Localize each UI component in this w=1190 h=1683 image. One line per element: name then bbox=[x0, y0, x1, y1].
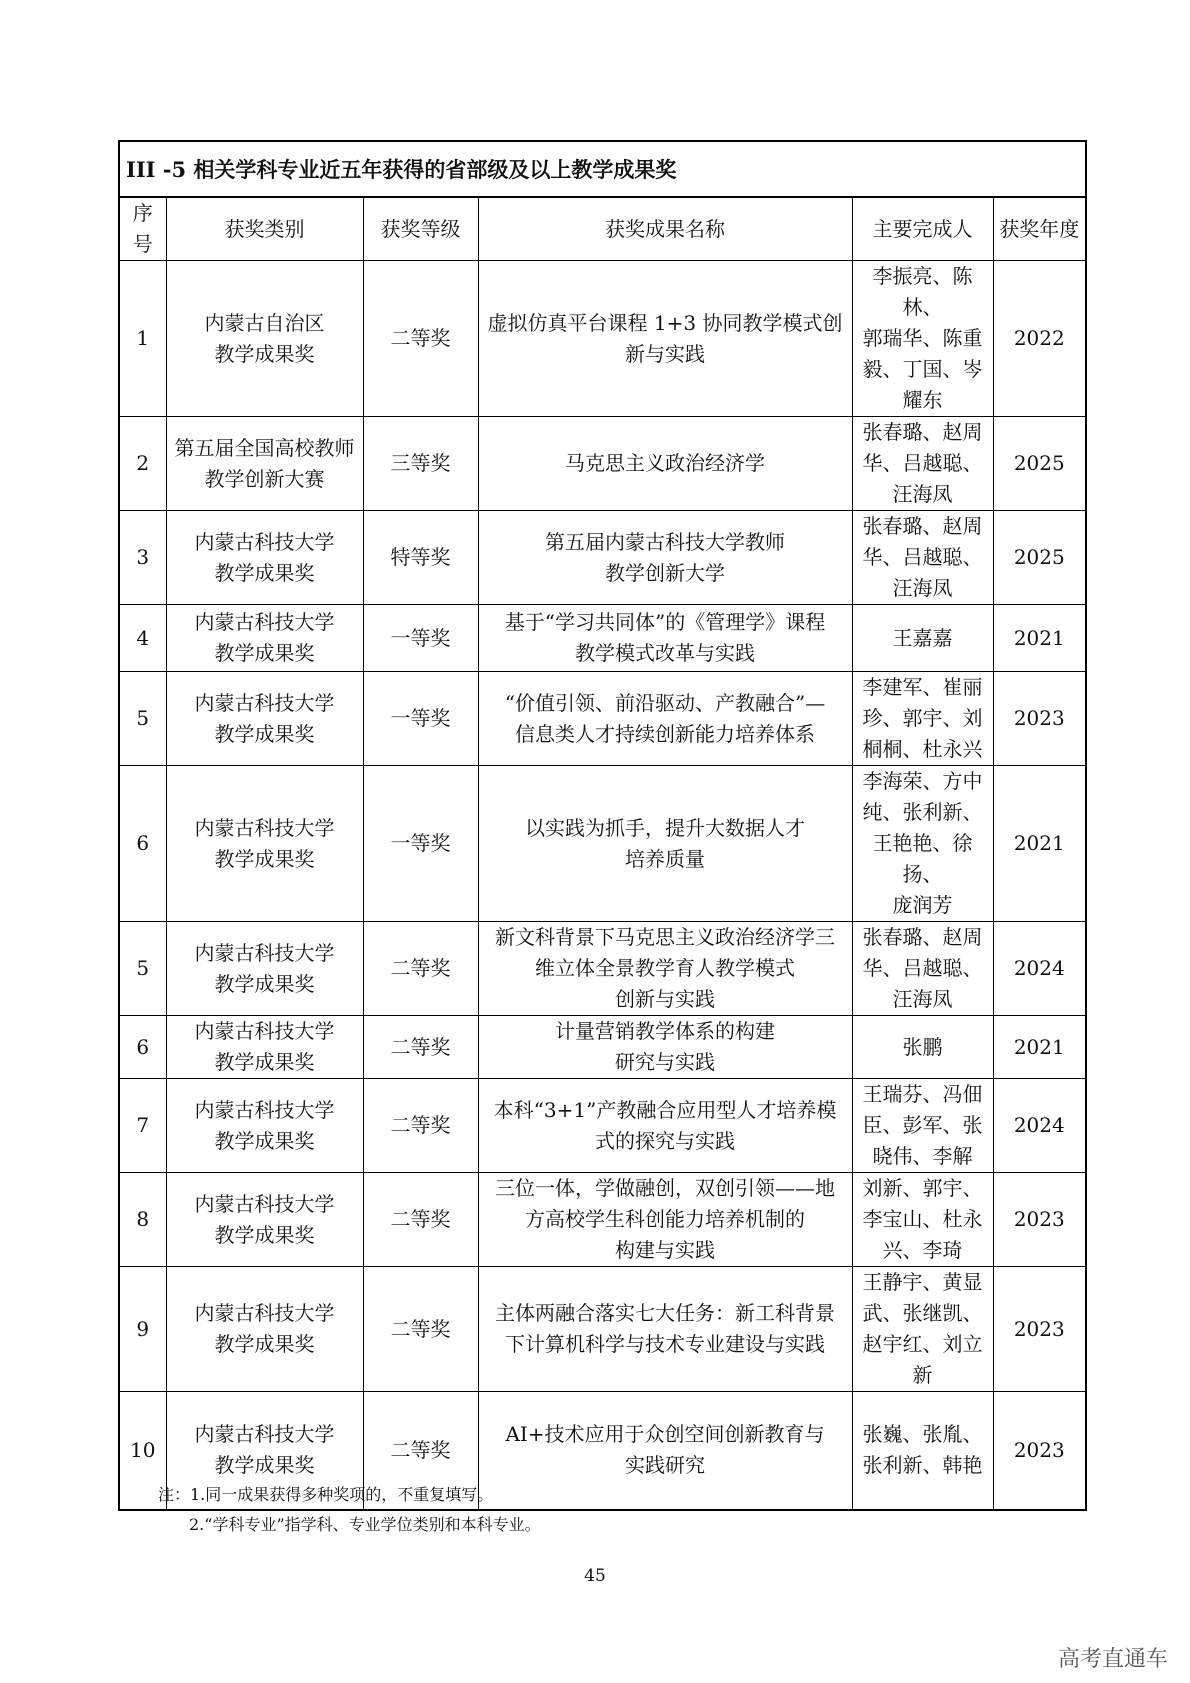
achievement-name-cell bbox=[478, 1079, 852, 1173]
achievement-name: AI+技术应用于众创空间创新教育与 实践研究 bbox=[505, 1422, 825, 1478]
main-contributors-cell bbox=[852, 417, 993, 511]
row-number: 10 bbox=[130, 1437, 156, 1462]
row-number-cell bbox=[119, 1079, 166, 1173]
achievement-name-cell bbox=[478, 672, 852, 766]
row-number: 8 bbox=[136, 1207, 150, 1231]
main-contributors: 李海荣、方中 纯、张利新、 王艳艳、徐扬、 庞润芳 bbox=[862, 769, 983, 917]
award-year: 2024 bbox=[1013, 1113, 1065, 1137]
award-category-cell bbox=[166, 605, 363, 672]
award-level-cell bbox=[363, 417, 478, 511]
achievement-name: 以实践为抓手，提升大数据人才 培养质量 bbox=[525, 815, 805, 871]
row-number: 1 bbox=[136, 326, 150, 350]
row-number: 6 bbox=[136, 831, 150, 855]
row-number: 2 bbox=[136, 451, 150, 475]
achievement-name: 本科“3+1”产教融合应用型人才培养模 式的探究与实践 bbox=[493, 1097, 837, 1153]
award-category: 内蒙古科技大学 教学成果奖 bbox=[194, 1301, 335, 1356]
row-number: 4 bbox=[136, 625, 150, 650]
notes bbox=[158, 1480, 541, 1540]
award-level-cell bbox=[363, 672, 478, 766]
row-number-cell bbox=[119, 672, 166, 766]
row-number: 9 bbox=[136, 1316, 150, 1341]
achievement-name-cell bbox=[478, 1267, 852, 1392]
award-level: 二等奖 bbox=[390, 1034, 451, 1059]
award-level: 二等奖 bbox=[390, 1207, 451, 1231]
award-year: 2023 bbox=[1013, 1316, 1065, 1341]
award-year-cell bbox=[993, 672, 1086, 766]
achievement-name: 基于“学习共同体”的《管理学》课程 教学模式改革与实践 bbox=[504, 610, 826, 665]
award-year: 2025 bbox=[1013, 545, 1065, 569]
achievement-name-cell bbox=[478, 1016, 852, 1079]
table-title-row bbox=[119, 141, 1086, 197]
table-row bbox=[119, 511, 1086, 605]
award-category-cell bbox=[166, 672, 363, 766]
main-contributors-cell bbox=[852, 605, 993, 672]
award-category-cell bbox=[166, 1267, 363, 1392]
main-contributors-cell bbox=[852, 1173, 993, 1267]
award-level-cell bbox=[363, 766, 478, 922]
awards-table bbox=[118, 140, 1087, 1511]
achievement-name: 计量营销教学体系的构建 研究与实践 bbox=[555, 1019, 775, 1074]
main-contributors-cell bbox=[852, 922, 993, 1016]
award-level-cell bbox=[363, 605, 478, 672]
achievement-name: 第五届内蒙古科技大学教师 教学创新大学 bbox=[545, 529, 785, 585]
award-category-cell bbox=[166, 1079, 363, 1173]
award-level: 一等奖 bbox=[390, 706, 451, 730]
achievement-name-cell bbox=[478, 1173, 852, 1267]
award-level: 二等奖 bbox=[390, 1113, 451, 1137]
main-contributors: 王嘉嘉 bbox=[892, 625, 953, 650]
table-row bbox=[119, 672, 1086, 766]
row-number: 3 bbox=[136, 545, 150, 569]
achievement-name-cell bbox=[478, 605, 852, 672]
award-year-cell bbox=[993, 1267, 1086, 1392]
award-category-cell bbox=[166, 417, 363, 511]
row-number-cell bbox=[119, 605, 166, 672]
header-no: 序号 bbox=[119, 197, 166, 261]
award-category-cell bbox=[166, 1173, 363, 1267]
award-year: 2021 bbox=[1013, 831, 1065, 855]
main-contributors: 王瑞芬、冯佃 臣、彭军、张 晓伟、李解 bbox=[862, 1082, 983, 1168]
award-year-cell bbox=[993, 261, 1086, 417]
main-contributors: 刘新、郭宇、 李宝山、杜永 兴、李琦 bbox=[862, 1176, 983, 1262]
main-contributors-cell bbox=[852, 1016, 993, 1079]
award-level-cell bbox=[363, 261, 478, 417]
award-level-cell bbox=[363, 1173, 478, 1267]
award-year-cell bbox=[993, 511, 1086, 605]
award-category-cell bbox=[166, 922, 363, 1016]
main-contributors: 张春璐、赵周 华、吕越聪、 汪海凤 bbox=[862, 925, 983, 1011]
award-category: 内蒙古科技大学 教学成果奖 bbox=[194, 529, 335, 585]
award-year: 2021 bbox=[1013, 1034, 1065, 1059]
achievement-name-cell bbox=[478, 417, 852, 511]
achievement-name: 新文科背景下马克思主义政治经济学三 维立体全景教学育人教学模式 创新与实践 bbox=[495, 925, 835, 1011]
award-year-cell bbox=[993, 1173, 1086, 1267]
header-main-contributors: 主要完成人 bbox=[852, 197, 993, 261]
award-level: 二等奖 bbox=[390, 1437, 451, 1462]
header-level: 获奖等级 bbox=[363, 197, 478, 261]
row-number-cell bbox=[119, 1016, 166, 1079]
award-year-cell bbox=[993, 766, 1086, 922]
table-header-row bbox=[119, 197, 1086, 261]
main-contributors: 张巍、张胤、 张利新、韩艳 bbox=[862, 1422, 983, 1478]
header-year: 获奖年度 bbox=[993, 197, 1086, 261]
award-level: 二等奖 bbox=[390, 1316, 451, 1341]
award-category: 内蒙古科技大学 教学成果奖 bbox=[194, 815, 335, 871]
main-contributors-cell bbox=[852, 1079, 993, 1173]
main-contributors: 张春璐、赵周 华、吕越聪、 汪海凤 bbox=[862, 420, 983, 506]
award-year: 2021 bbox=[1013, 625, 1065, 650]
row-number-cell bbox=[119, 1267, 166, 1392]
row-number-cell bbox=[119, 1173, 166, 1267]
achievement-name: 主体两融合落实七大任务：新工科背景 下计算机科学与技术专业建设与实践 bbox=[495, 1301, 835, 1356]
award-year-cell bbox=[993, 922, 1086, 1016]
table-row bbox=[119, 1267, 1086, 1392]
achievement-name: “价值引领、前沿驱动、产教融合”— 信息类人才持续创新能力培养体系 bbox=[504, 690, 826, 746]
award-level: 特等奖 bbox=[390, 545, 451, 569]
award-category: 内蒙古科技大学 教学成果奖 bbox=[194, 1191, 335, 1247]
table-row bbox=[119, 1079, 1086, 1173]
award-level: 三等奖 bbox=[390, 451, 451, 475]
achievement-name: 马克思主义政治经济学 bbox=[565, 451, 765, 475]
award-year-cell bbox=[993, 1079, 1086, 1173]
row-number-cell bbox=[119, 417, 166, 511]
main-contributors: 张春璐、赵周 华、吕越聪、 汪海凤 bbox=[862, 514, 983, 600]
header-achievement-name: 获奖成果名称 bbox=[478, 197, 852, 261]
award-year: 2022 bbox=[1013, 326, 1065, 350]
award-year-cell bbox=[993, 605, 1086, 672]
row-number-cell bbox=[119, 261, 166, 417]
award-category: 内蒙古科技大学 教学成果奖 bbox=[194, 940, 335, 996]
table-row bbox=[119, 261, 1086, 417]
award-year-cell bbox=[993, 1016, 1086, 1079]
table-row bbox=[119, 922, 1086, 1016]
award-level-cell bbox=[363, 1079, 478, 1173]
table-row bbox=[119, 766, 1086, 922]
main-contributors-cell bbox=[852, 1392, 993, 1510]
row-number: 6 bbox=[136, 1034, 150, 1059]
award-level: 二等奖 bbox=[390, 956, 451, 980]
table-row bbox=[119, 1173, 1086, 1267]
main-contributors: 张鹏 bbox=[902, 1034, 943, 1059]
achievement-name-cell bbox=[478, 511, 852, 605]
header-category: 获奖类别 bbox=[166, 197, 363, 261]
award-year: 2025 bbox=[1013, 451, 1065, 475]
table-row bbox=[119, 417, 1086, 511]
award-level: 一等奖 bbox=[390, 625, 451, 650]
award-category: 内蒙古科技大学 教学成果奖 bbox=[194, 690, 335, 746]
table-title: III -5 相关学科专业近五年获得的省部级及以上教学成果奖 bbox=[119, 141, 1086, 197]
main-contributors-cell bbox=[852, 1267, 993, 1392]
achievement-name: 虚拟仿真平台课程 1+3 协同教学模式创 新与实践 bbox=[487, 310, 843, 366]
award-category: 内蒙古科技大学 教学成果奖 bbox=[194, 1019, 335, 1074]
main-contributors-cell bbox=[852, 766, 993, 922]
award-level-cell bbox=[363, 922, 478, 1016]
award-year: 2024 bbox=[1013, 956, 1065, 980]
award-level-cell bbox=[363, 511, 478, 605]
award-year: 2023 bbox=[1013, 706, 1065, 730]
row-number-cell bbox=[119, 766, 166, 922]
note-line-2: 2.“学科专业”指学科、专业学位类别和本科专业。 bbox=[189, 1515, 541, 1534]
main-contributors: 王静宇、黄显 武、张继凯、 赵宇红、刘立 新 bbox=[862, 1270, 983, 1387]
achievement-name-cell bbox=[478, 261, 852, 417]
award-category-cell bbox=[166, 261, 363, 417]
award-level: 一等奖 bbox=[390, 831, 451, 855]
watermark: 高考直通车 bbox=[1057, 1647, 1168, 1672]
award-category-cell bbox=[166, 1016, 363, 1079]
row-number: 7 bbox=[136, 1113, 150, 1137]
award-category: 内蒙古科技大学 教学成果奖 bbox=[194, 610, 335, 665]
note-line-1: 注：1.同一成果获得多种奖项的，不重复填写。 bbox=[158, 1485, 494, 1504]
award-year-cell bbox=[993, 417, 1086, 511]
row-number: 5 bbox=[136, 706, 150, 730]
achievement-name: 三位一体，学做融创，双创引领——地 方高校学生科创能力培养机制的 构建与实践 bbox=[495, 1176, 835, 1262]
achievement-name-cell bbox=[478, 922, 852, 1016]
table-row bbox=[119, 605, 1086, 672]
award-category: 第五届全国高校教师 教学创新大赛 bbox=[174, 435, 355, 491]
table-body bbox=[119, 261, 1086, 1510]
row-number-cell bbox=[119, 922, 166, 1016]
award-category: 内蒙古科技大学 教学成果奖 bbox=[194, 1422, 335, 1478]
row-number-cell bbox=[119, 511, 166, 605]
main-contributors-cell bbox=[852, 261, 993, 417]
award-level: 二等奖 bbox=[390, 326, 451, 350]
award-year: 2023 bbox=[1013, 1207, 1065, 1231]
page-number: 45 bbox=[584, 1566, 606, 1586]
award-level-cell bbox=[363, 1016, 478, 1079]
award-category: 内蒙古科技大学 教学成果奖 bbox=[194, 1097, 335, 1153]
award-year: 2023 bbox=[1013, 1437, 1065, 1462]
award-level-cell bbox=[363, 1267, 478, 1392]
main-contributors-cell bbox=[852, 672, 993, 766]
award-category-cell bbox=[166, 766, 363, 922]
table-row bbox=[119, 1016, 1086, 1079]
award-category: 内蒙古自治区 教学成果奖 bbox=[204, 310, 325, 366]
award-year-cell bbox=[993, 1392, 1086, 1510]
main-contributors-cell bbox=[852, 511, 993, 605]
achievement-name-cell bbox=[478, 766, 852, 922]
row-number: 5 bbox=[136, 956, 150, 980]
award-category-cell bbox=[166, 511, 363, 605]
main-contributors: 李建军、崔丽 珍、郭宇、刘 桐桐、杜永兴 bbox=[862, 675, 983, 761]
main-contributors: 李振亮、陈林、 郭瑞华、陈重 毅、丁国、岑 耀东 bbox=[862, 264, 983, 412]
